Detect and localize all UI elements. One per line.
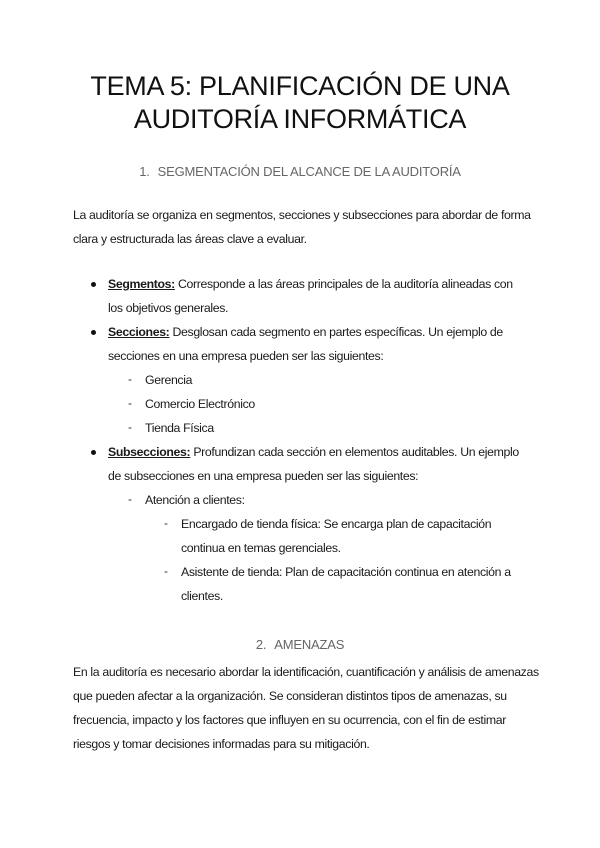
dash-marker: - xyxy=(128,372,132,386)
dash-marker: - xyxy=(128,492,132,506)
section-2-number: 2. xyxy=(255,637,267,652)
section-1-title: SEGMENTACIÓN DEL ALCANCE DE LA AUDITORÍA xyxy=(157,164,461,179)
section-2-heading xyxy=(0,637,600,652)
sub-item: Atención a clientes: xyxy=(145,493,245,507)
bullet-dot xyxy=(91,330,96,335)
sub-item: Comercio Electrónico xyxy=(145,397,255,411)
sub-item: Gerencia xyxy=(145,373,193,387)
page-title: TEMA 5: PLANIFICACIÓN DE UNA AUDITORÍA INFORMÁTICA xyxy=(90,71,510,134)
list-item-term: Segmentos: xyxy=(108,277,175,291)
list-item-secciones xyxy=(108,320,528,368)
section-1-intro: La auditoría se organiza en segmentos, secciones y subsecciones para abordar de forma clara y estructurada las áreas clave a evaluar. xyxy=(73,208,531,246)
section-1-number: 1. xyxy=(139,164,150,179)
list-item-text: Corresponde a las áreas principales de la auditoría alineadas con los objetivos generales. xyxy=(108,277,513,315)
sub-sub-item: Encargado de tienda física: Se encarga plan de capacitación continua en temas gerenciales. xyxy=(181,517,492,555)
sub-item: Tienda Física xyxy=(145,421,214,435)
list-item-text: Desglosan cada segmento en partes específicas. Un ejemplo de secciones en una empresa pueden ser las siguientes: xyxy=(108,325,503,363)
dash-marker: - xyxy=(128,420,132,434)
list-item-subsecciones xyxy=(108,440,528,488)
section-2-title: AMENAZAS xyxy=(274,637,345,652)
bullet-dot xyxy=(91,282,96,287)
section-2-intro: En la auditoría es necesario abordar la identificación, cuantificación y análisis de amenazas que pueden afectar a la organización. Se consideran distintos tipos de amenazas, su frecuencia, impacto y los factores que influyen en su ocurrencia, con el fin de estimar riesgos y tomar decisiones informadas para su mitigación. xyxy=(73,665,539,751)
bullet-dot xyxy=(91,450,96,455)
list-item-term: Subsecciones: xyxy=(108,445,191,459)
sub-sub-item: Asistente de tienda: Plan de capacitación continua en atención a clientes. xyxy=(181,565,511,603)
list-item-segmentos xyxy=(108,272,528,320)
dash-marker: - xyxy=(128,396,132,410)
dash-marker: - xyxy=(164,564,168,578)
list-item-term: Secciones: xyxy=(108,325,170,339)
dash-marker: - xyxy=(164,516,168,530)
list-item-text: Profundizan cada sección en elementos auditables. Un ejemplo de subsecciones en una empresa pueden ser las siguientes: xyxy=(108,445,519,483)
section-1-heading xyxy=(0,164,600,179)
